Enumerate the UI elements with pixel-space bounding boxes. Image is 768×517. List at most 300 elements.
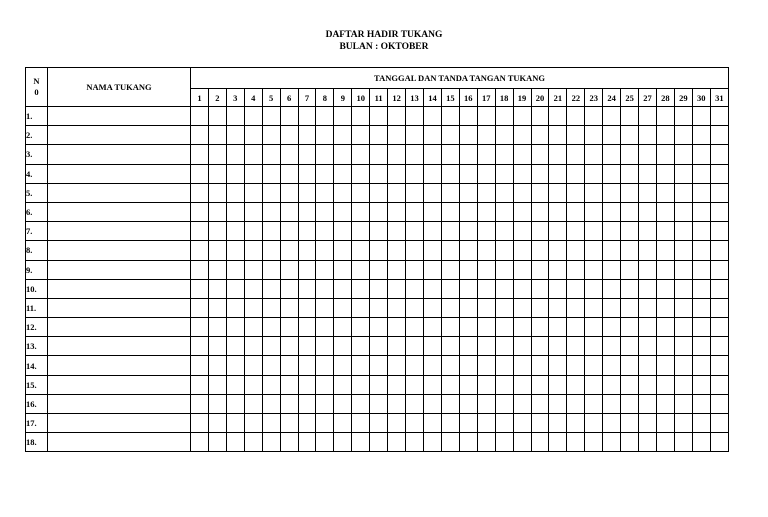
signature-cell[interactable] (388, 241, 406, 260)
signature-cell[interactable] (674, 394, 692, 413)
signature-cell[interactable] (549, 241, 567, 260)
signature-cell[interactable] (692, 298, 710, 317)
signature-cell[interactable] (208, 433, 226, 452)
signature-cell[interactable] (639, 394, 657, 413)
signature-cell[interactable] (674, 298, 692, 317)
signature-cell[interactable] (262, 414, 280, 433)
signature-cell[interactable] (244, 126, 262, 145)
signature-cell[interactable] (710, 298, 728, 317)
signature-cell[interactable] (513, 222, 531, 241)
signature-cell[interactable] (585, 183, 603, 202)
signature-cell[interactable] (603, 164, 621, 183)
signature-cell[interactable] (710, 126, 728, 145)
signature-cell[interactable] (513, 164, 531, 183)
signature-cell[interactable] (495, 279, 513, 298)
signature-cell[interactable] (621, 222, 639, 241)
signature-cell[interactable] (316, 164, 334, 183)
signature-cell[interactable] (208, 394, 226, 413)
signature-cell[interactable] (603, 145, 621, 164)
signature-cell[interactable] (459, 394, 477, 413)
signature-cell[interactable] (370, 222, 388, 241)
signature-cell[interactable] (316, 126, 334, 145)
signature-cell[interactable] (316, 260, 334, 279)
signature-cell[interactable] (585, 145, 603, 164)
signature-cell[interactable] (208, 375, 226, 394)
signature-cell[interactable] (262, 337, 280, 356)
signature-cell[interactable] (567, 202, 585, 221)
signature-cell[interactable] (208, 202, 226, 221)
name-cell[interactable] (48, 164, 191, 183)
signature-cell[interactable] (567, 318, 585, 337)
signature-cell[interactable] (674, 433, 692, 452)
signature-cell[interactable] (208, 164, 226, 183)
signature-cell[interactable] (567, 375, 585, 394)
signature-cell[interactable] (441, 298, 459, 317)
signature-cell[interactable] (477, 202, 495, 221)
signature-cell[interactable] (674, 222, 692, 241)
signature-cell[interactable] (316, 298, 334, 317)
signature-cell[interactable] (298, 414, 316, 433)
signature-cell[interactable] (459, 145, 477, 164)
signature-cell[interactable] (388, 202, 406, 221)
signature-cell[interactable] (585, 107, 603, 126)
signature-cell[interactable] (585, 394, 603, 413)
signature-cell[interactable] (388, 279, 406, 298)
signature-cell[interactable] (406, 145, 424, 164)
signature-cell[interactable] (567, 260, 585, 279)
signature-cell[interactable] (656, 241, 674, 260)
signature-cell[interactable] (710, 318, 728, 337)
signature-cell[interactable] (567, 222, 585, 241)
signature-cell[interactable] (639, 298, 657, 317)
signature-cell[interactable] (459, 107, 477, 126)
signature-cell[interactable] (406, 202, 424, 221)
signature-cell[interactable] (477, 414, 495, 433)
signature-cell[interactable] (441, 414, 459, 433)
signature-cell[interactable] (262, 394, 280, 413)
signature-cell[interactable] (441, 222, 459, 241)
signature-cell[interactable] (692, 164, 710, 183)
signature-cell[interactable] (621, 318, 639, 337)
signature-cell[interactable] (477, 433, 495, 452)
signature-cell[interactable] (692, 260, 710, 279)
signature-cell[interactable] (298, 318, 316, 337)
signature-cell[interactable] (352, 202, 370, 221)
signature-cell[interactable] (262, 222, 280, 241)
signature-cell[interactable] (495, 433, 513, 452)
signature-cell[interactable] (352, 356, 370, 375)
signature-cell[interactable] (316, 145, 334, 164)
signature-cell[interactable] (441, 279, 459, 298)
signature-cell[interactable] (710, 279, 728, 298)
signature-cell[interactable] (621, 279, 639, 298)
signature-cell[interactable] (585, 222, 603, 241)
signature-cell[interactable] (334, 126, 352, 145)
signature-cell[interactable] (531, 183, 549, 202)
signature-cell[interactable] (585, 433, 603, 452)
signature-cell[interactable] (639, 164, 657, 183)
signature-cell[interactable] (298, 202, 316, 221)
signature-cell[interactable] (639, 375, 657, 394)
name-cell[interactable] (48, 318, 191, 337)
signature-cell[interactable] (388, 414, 406, 433)
signature-cell[interactable] (567, 394, 585, 413)
signature-cell[interactable] (603, 202, 621, 221)
signature-cell[interactable] (244, 375, 262, 394)
signature-cell[interactable] (423, 318, 441, 337)
signature-cell[interactable] (298, 107, 316, 126)
signature-cell[interactable] (316, 356, 334, 375)
signature-cell[interactable] (710, 394, 728, 413)
signature-cell[interactable] (531, 164, 549, 183)
signature-cell[interactable] (656, 145, 674, 164)
signature-cell[interactable] (692, 337, 710, 356)
signature-cell[interactable] (495, 414, 513, 433)
signature-cell[interactable] (316, 375, 334, 394)
signature-cell[interactable] (495, 298, 513, 317)
signature-cell[interactable] (388, 145, 406, 164)
signature-cell[interactable] (567, 298, 585, 317)
signature-cell[interactable] (710, 164, 728, 183)
signature-cell[interactable] (406, 318, 424, 337)
signature-cell[interactable] (406, 298, 424, 317)
signature-cell[interactable] (656, 394, 674, 413)
signature-cell[interactable] (441, 241, 459, 260)
signature-cell[interactable] (549, 107, 567, 126)
signature-cell[interactable] (531, 433, 549, 452)
signature-cell[interactable] (656, 279, 674, 298)
signature-cell[interactable] (280, 375, 298, 394)
signature-cell[interactable] (244, 241, 262, 260)
signature-cell[interactable] (423, 164, 441, 183)
signature-cell[interactable] (370, 107, 388, 126)
signature-cell[interactable] (603, 356, 621, 375)
signature-cell[interactable] (441, 145, 459, 164)
signature-cell[interactable] (674, 375, 692, 394)
signature-cell[interactable] (334, 279, 352, 298)
signature-cell[interactable] (388, 298, 406, 317)
signature-cell[interactable] (692, 279, 710, 298)
signature-cell[interactable] (549, 337, 567, 356)
signature-cell[interactable] (513, 107, 531, 126)
signature-cell[interactable] (406, 433, 424, 452)
signature-cell[interactable] (513, 337, 531, 356)
signature-cell[interactable] (692, 222, 710, 241)
signature-cell[interactable] (388, 433, 406, 452)
signature-cell[interactable] (639, 241, 657, 260)
signature-cell[interactable] (280, 414, 298, 433)
signature-cell[interactable] (692, 394, 710, 413)
signature-cell[interactable] (226, 164, 244, 183)
signature-cell[interactable] (674, 145, 692, 164)
signature-cell[interactable] (513, 260, 531, 279)
signature-cell[interactable] (621, 107, 639, 126)
signature-cell[interactable] (710, 183, 728, 202)
signature-cell[interactable] (226, 202, 244, 221)
signature-cell[interactable] (406, 260, 424, 279)
signature-cell[interactable] (334, 433, 352, 452)
name-cell[interactable] (48, 241, 191, 260)
signature-cell[interactable] (692, 126, 710, 145)
signature-cell[interactable] (280, 241, 298, 260)
signature-cell[interactable] (388, 164, 406, 183)
signature-cell[interactable] (513, 375, 531, 394)
signature-cell[interactable] (423, 394, 441, 413)
signature-cell[interactable] (441, 337, 459, 356)
signature-cell[interactable] (280, 337, 298, 356)
signature-cell[interactable] (334, 241, 352, 260)
signature-cell[interactable] (603, 375, 621, 394)
signature-cell[interactable] (710, 414, 728, 433)
signature-cell[interactable] (674, 318, 692, 337)
signature-cell[interactable] (656, 414, 674, 433)
signature-cell[interactable] (441, 126, 459, 145)
name-cell[interactable] (48, 222, 191, 241)
signature-cell[interactable] (352, 337, 370, 356)
signature-cell[interactable] (639, 433, 657, 452)
signature-cell[interactable] (513, 145, 531, 164)
signature-cell[interactable] (639, 318, 657, 337)
signature-cell[interactable] (513, 356, 531, 375)
signature-cell[interactable] (262, 107, 280, 126)
signature-cell[interactable] (531, 222, 549, 241)
signature-cell[interactable] (280, 356, 298, 375)
signature-cell[interactable] (674, 164, 692, 183)
signature-cell[interactable] (352, 298, 370, 317)
name-cell[interactable] (48, 279, 191, 298)
signature-cell[interactable] (280, 145, 298, 164)
signature-cell[interactable] (388, 222, 406, 241)
signature-cell[interactable] (621, 414, 639, 433)
signature-cell[interactable] (621, 433, 639, 452)
signature-cell[interactable] (459, 337, 477, 356)
signature-cell[interactable] (639, 356, 657, 375)
signature-cell[interactable] (406, 414, 424, 433)
signature-cell[interactable] (567, 433, 585, 452)
signature-cell[interactable] (316, 414, 334, 433)
signature-cell[interactable] (334, 298, 352, 317)
signature-cell[interactable] (334, 318, 352, 337)
signature-cell[interactable] (567, 126, 585, 145)
signature-cell[interactable] (692, 375, 710, 394)
signature-cell[interactable] (674, 279, 692, 298)
signature-cell[interactable] (226, 145, 244, 164)
signature-cell[interactable] (477, 298, 495, 317)
signature-cell[interactable] (262, 279, 280, 298)
signature-cell[interactable] (459, 202, 477, 221)
signature-cell[interactable] (603, 260, 621, 279)
signature-cell[interactable] (495, 356, 513, 375)
signature-cell[interactable] (334, 145, 352, 164)
signature-cell[interactable] (226, 394, 244, 413)
signature-cell[interactable] (513, 394, 531, 413)
signature-cell[interactable] (710, 433, 728, 452)
signature-cell[interactable] (585, 375, 603, 394)
signature-cell[interactable] (567, 414, 585, 433)
signature-cell[interactable] (406, 279, 424, 298)
signature-cell[interactable] (334, 414, 352, 433)
signature-cell[interactable] (191, 414, 209, 433)
signature-cell[interactable] (585, 337, 603, 356)
signature-cell[interactable] (603, 337, 621, 356)
signature-cell[interactable] (352, 183, 370, 202)
signature-cell[interactable] (298, 356, 316, 375)
signature-cell[interactable] (316, 202, 334, 221)
signature-cell[interactable] (262, 202, 280, 221)
signature-cell[interactable] (298, 337, 316, 356)
signature-cell[interactable] (262, 183, 280, 202)
signature-cell[interactable] (388, 318, 406, 337)
signature-cell[interactable] (495, 375, 513, 394)
signature-cell[interactable] (477, 260, 495, 279)
signature-cell[interactable] (531, 202, 549, 221)
signature-cell[interactable] (244, 164, 262, 183)
signature-cell[interactable] (423, 375, 441, 394)
signature-cell[interactable] (459, 298, 477, 317)
signature-cell[interactable] (191, 183, 209, 202)
signature-cell[interactable] (191, 145, 209, 164)
signature-cell[interactable] (549, 394, 567, 413)
signature-cell[interactable] (692, 318, 710, 337)
signature-cell[interactable] (226, 107, 244, 126)
signature-cell[interactable] (388, 356, 406, 375)
signature-cell[interactable] (603, 394, 621, 413)
signature-cell[interactable] (459, 241, 477, 260)
signature-cell[interactable] (710, 337, 728, 356)
signature-cell[interactable] (208, 279, 226, 298)
signature-cell[interactable] (531, 356, 549, 375)
signature-cell[interactable] (441, 183, 459, 202)
signature-cell[interactable] (370, 318, 388, 337)
signature-cell[interactable] (692, 356, 710, 375)
signature-cell[interactable] (316, 279, 334, 298)
signature-cell[interactable] (656, 318, 674, 337)
signature-cell[interactable] (674, 183, 692, 202)
signature-cell[interactable] (388, 107, 406, 126)
signature-cell[interactable] (370, 337, 388, 356)
signature-cell[interactable] (316, 337, 334, 356)
signature-cell[interactable] (334, 356, 352, 375)
signature-cell[interactable] (549, 414, 567, 433)
signature-cell[interactable] (423, 260, 441, 279)
signature-cell[interactable] (477, 222, 495, 241)
signature-cell[interactable] (226, 241, 244, 260)
signature-cell[interactable] (549, 126, 567, 145)
signature-cell[interactable] (531, 394, 549, 413)
signature-cell[interactable] (441, 202, 459, 221)
signature-cell[interactable] (244, 107, 262, 126)
signature-cell[interactable] (388, 337, 406, 356)
signature-cell[interactable] (334, 107, 352, 126)
signature-cell[interactable] (423, 241, 441, 260)
signature-cell[interactable] (674, 126, 692, 145)
signature-cell[interactable] (495, 318, 513, 337)
signature-cell[interactable] (621, 298, 639, 317)
signature-cell[interactable] (495, 202, 513, 221)
signature-cell[interactable] (298, 279, 316, 298)
signature-cell[interactable] (477, 394, 495, 413)
signature-cell[interactable] (406, 164, 424, 183)
signature-cell[interactable] (423, 414, 441, 433)
signature-cell[interactable] (459, 126, 477, 145)
signature-cell[interactable] (477, 107, 495, 126)
signature-cell[interactable] (531, 126, 549, 145)
signature-cell[interactable] (495, 164, 513, 183)
signature-cell[interactable] (531, 260, 549, 279)
signature-cell[interactable] (621, 164, 639, 183)
signature-cell[interactable] (549, 222, 567, 241)
signature-cell[interactable] (298, 164, 316, 183)
signature-cell[interactable] (191, 394, 209, 413)
signature-cell[interactable] (352, 414, 370, 433)
signature-cell[interactable] (423, 183, 441, 202)
name-cell[interactable] (48, 394, 191, 413)
signature-cell[interactable] (334, 375, 352, 394)
signature-cell[interactable] (298, 126, 316, 145)
signature-cell[interactable] (585, 356, 603, 375)
signature-cell[interactable] (191, 241, 209, 260)
signature-cell[interactable] (262, 241, 280, 260)
signature-cell[interactable] (477, 375, 495, 394)
signature-cell[interactable] (549, 279, 567, 298)
signature-cell[interactable] (531, 337, 549, 356)
signature-cell[interactable] (244, 222, 262, 241)
signature-cell[interactable] (621, 394, 639, 413)
signature-cell[interactable] (513, 433, 531, 452)
signature-cell[interactable] (244, 279, 262, 298)
signature-cell[interactable] (621, 126, 639, 145)
signature-cell[interactable] (531, 241, 549, 260)
signature-cell[interactable] (513, 183, 531, 202)
signature-cell[interactable] (280, 126, 298, 145)
signature-cell[interactable] (656, 337, 674, 356)
signature-cell[interactable] (298, 145, 316, 164)
signature-cell[interactable] (441, 107, 459, 126)
signature-cell[interactable] (334, 337, 352, 356)
signature-cell[interactable] (406, 356, 424, 375)
signature-cell[interactable] (710, 375, 728, 394)
signature-cell[interactable] (639, 279, 657, 298)
signature-cell[interactable] (226, 337, 244, 356)
signature-cell[interactable] (513, 318, 531, 337)
signature-cell[interactable] (621, 260, 639, 279)
signature-cell[interactable] (549, 202, 567, 221)
signature-cell[interactable] (567, 337, 585, 356)
signature-cell[interactable] (370, 414, 388, 433)
signature-cell[interactable] (459, 318, 477, 337)
signature-cell[interactable] (459, 164, 477, 183)
name-cell[interactable] (48, 298, 191, 317)
signature-cell[interactable] (692, 183, 710, 202)
signature-cell[interactable] (334, 260, 352, 279)
signature-cell[interactable] (191, 318, 209, 337)
signature-cell[interactable] (459, 414, 477, 433)
signature-cell[interactable] (280, 183, 298, 202)
signature-cell[interactable] (477, 318, 495, 337)
signature-cell[interactable] (477, 126, 495, 145)
signature-cell[interactable] (262, 298, 280, 317)
signature-cell[interactable] (423, 222, 441, 241)
signature-cell[interactable] (370, 260, 388, 279)
signature-cell[interactable] (477, 241, 495, 260)
signature-cell[interactable] (531, 279, 549, 298)
signature-cell[interactable] (674, 241, 692, 260)
signature-cell[interactable] (639, 202, 657, 221)
signature-cell[interactable] (459, 260, 477, 279)
signature-cell[interactable] (244, 145, 262, 164)
signature-cell[interactable] (495, 145, 513, 164)
signature-cell[interactable] (208, 183, 226, 202)
